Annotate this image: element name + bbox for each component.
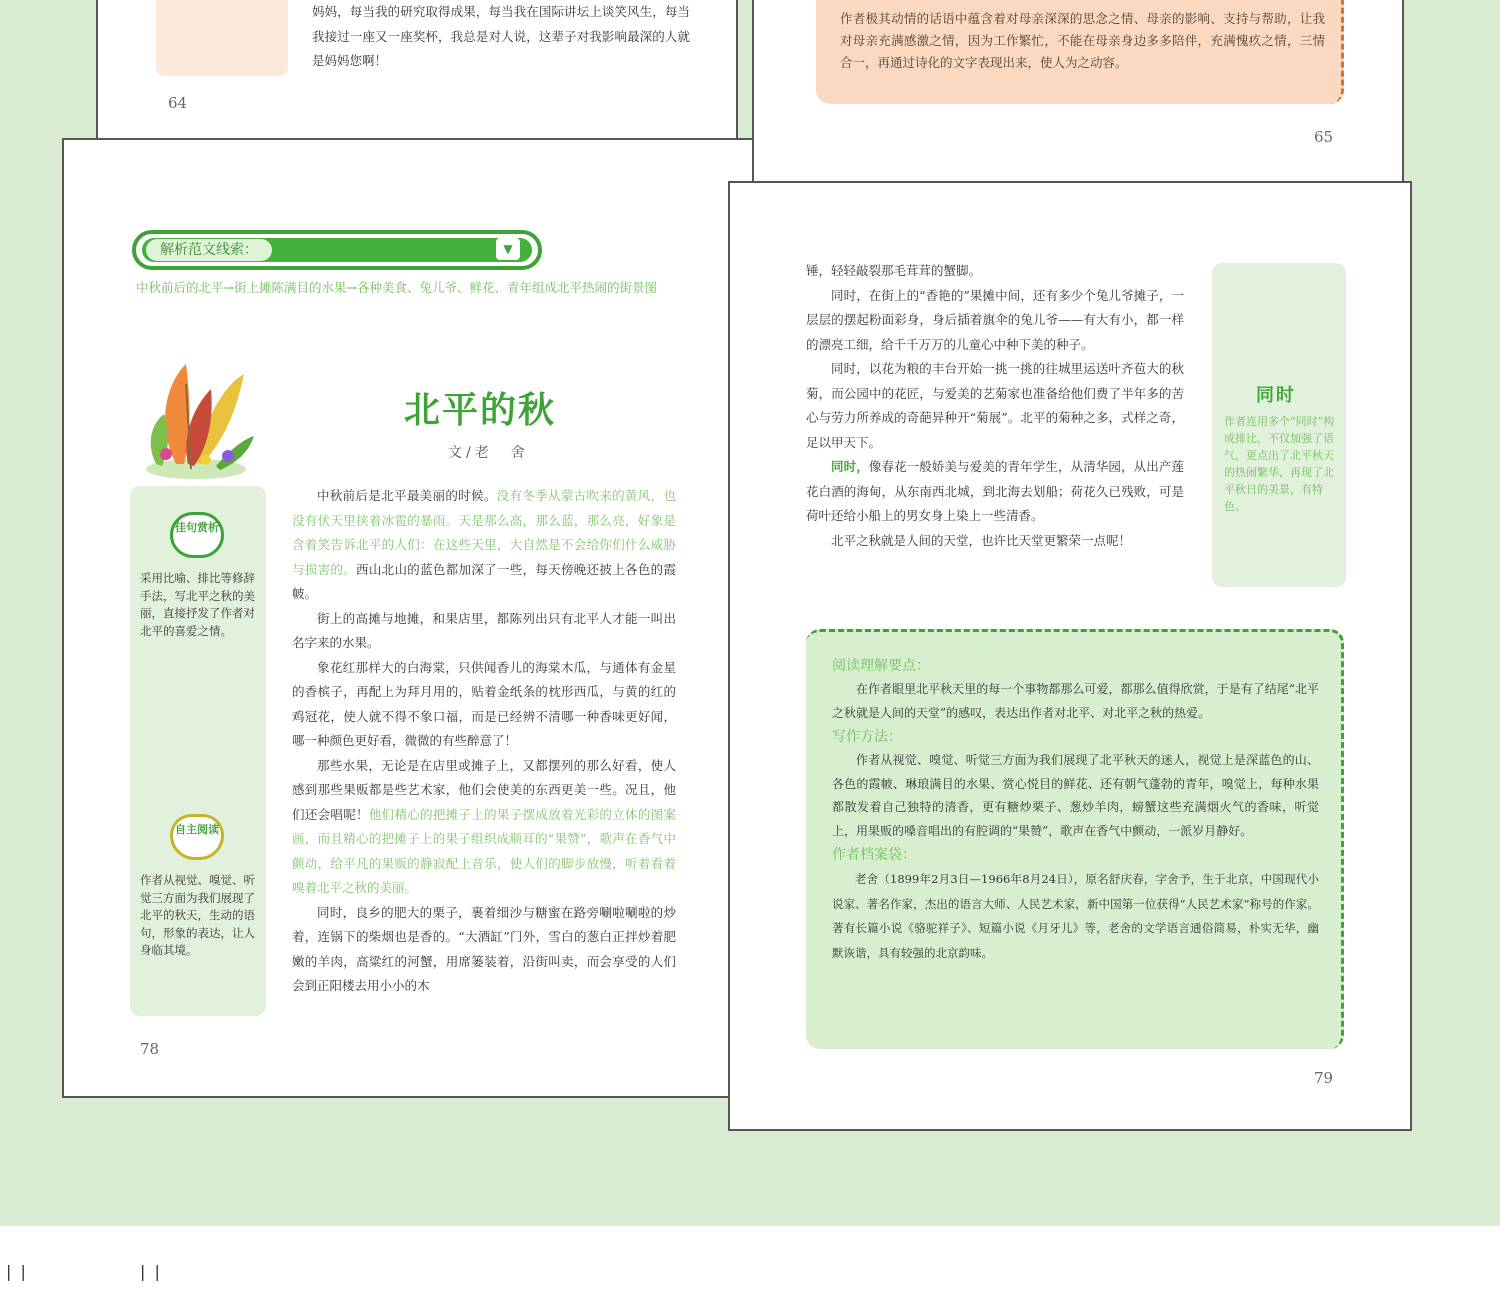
page-number-79: 79 xyxy=(1314,1069,1334,1087)
footer-mark: | | xyxy=(6,1262,28,1281)
page-64 xyxy=(96,0,738,154)
page-64-text: 妈妈，每当我的研究取得成果，每当我在国际讲坛上谈笑风生，每当我接过一座又一座奖杯，我总是对人说，这辈子对我影响最深的人就是妈妈您啊！ xyxy=(312,4,690,68)
writing-text: 作者从视觉、嗅觉、听觉三方面为我们展现了北平秋天的迷人，视觉上是深蓝色的山、各色的霞帔、琳琅满目的水果、赏心悦目的鲜花、还有朝气蓬勃的青年，嗅觉上，每种水果都散发着自己独特的清香，更有糖炒栗子、葱炒羊肉，螃蟹这些充满烟火气的香味，听觉上，用果贩的嗓音唱出的有腔调的“果赞”，歌声在香气中颤动，一派岁月静好。 xyxy=(832,753,1319,838)
page-number-65: 65 xyxy=(1314,128,1334,146)
paragraph xyxy=(292,754,676,901)
annotation-heading: 同时 xyxy=(1256,385,1296,406)
commentary-text: 作者极其动情的话语中蕴含着对母亲深深的思念之情、母亲的影响、支持与帮助，让我对母亲充满感激之情，因为工作繁忙，不能在母亲身边多多陪伴，充满愧疚之情，三情合一，再通过诗化的文字表现出来，使人为之动容。 xyxy=(840,11,1325,70)
banner-label: 解析范文线索： xyxy=(146,239,272,261)
side-note-1: 采用比喻、排比等修辞手法，写北平之秋的美丽，直接抒发了作者对北平的喜爱之情。 xyxy=(140,571,255,638)
paragraph-text: 西山北山的蓝色都加深了一些，每天傍晚还披上各色的霞帔。 xyxy=(292,561,676,601)
paragraph-text: 锤，轻轻敲裂那毛茸茸的蟹脚。 xyxy=(806,263,982,278)
side-notes-panel xyxy=(130,486,266,1016)
annotation-panel xyxy=(1212,263,1346,587)
pink-sidebar-box xyxy=(156,0,288,76)
paragraph xyxy=(292,656,676,754)
autumn-leaves-illustration xyxy=(136,344,256,484)
author-profile-text: 老舍（1899年2月3日—1966年8月24日），原名舒庆春，字舍予，生于北京，中国现代小说家、著名作家，杰出的语言大师、人民艺术家，新中国第一位获得“人民艺术家”称号的作家。著有长篇小说《骆驼祥子》、短篇小说《月牙儿》等，老舍的文学语言通俗简易，朴实无华，幽默诙谐，具有较强的北京韵味。 xyxy=(832,872,1319,960)
highlighted-text: 没有冬季从蒙古吹来的黄风，也没有伏天里挟着冰雹的暴雨。天是那么高，那么蓝，那么亮，好象是含着笑告诉北平的人们：在这些天里，大自然是不会给你们什么威胁与损害的。 xyxy=(292,488,676,577)
page-65 xyxy=(752,0,1404,190)
page-79 xyxy=(728,181,1412,1131)
annotation-text: 作者连用多个“同时”构成排比，不仅加强了语气，更点出了北平秋天的热闹繁华，再现了北平秋日的美景，有特色。 xyxy=(1224,415,1335,513)
paragraph xyxy=(806,259,1184,284)
dropdown-icon[interactable]: ▼ xyxy=(496,238,520,260)
paragraph xyxy=(806,455,1184,529)
paragraph-text: 像春花一般娇美与爱美的青年学生，从清华园，从出产莲花白酒的海甸，从东南西北城，到北海去划船；荷花久已残败，可是荷叶还给小船上的男女身上染上一些清香。 xyxy=(806,459,1184,523)
keyword-highlight: 同时， xyxy=(831,459,869,474)
paragraph-text: 北平之秋就是人间的天堂，也许比天堂更繁荣一点呢！ xyxy=(831,532,1132,548)
footer-mark: | | xyxy=(140,1262,162,1281)
paragraph-text: 同时，良乡的肥大的栗子，裹着细沙与糖蜜在路旁唰啦唰啦的炒着，连锅下的柴烟也是香的。“大酒缸”门外，雪白的葱白正拌炒着肥嫩的羊肉，高粱红的河蟹，用席篓装着，沿街叫卖，而会享受的人们会到正阳楼去用小小的木 xyxy=(292,904,676,993)
paragraph-text: 中秋前后是北平最美丽的时候。 xyxy=(317,488,497,503)
article-title: 北平的秋 xyxy=(404,389,557,431)
paragraph-text: 同时，以花为粮的丰台开始一挑一挑的往城里运送叶齐苞大的秋菊，而公园中的花匠，与爱美的艺菊家也准备给他们费了半年多的苦心与劳力所养成的奇葩异种开“菊展”。北平的菊种之多，式样之奇，足以甲天下。 xyxy=(806,361,1184,450)
commentary-box xyxy=(816,0,1344,104)
reading-text: 在作者眼里北平秋天里的每一个事物都那么可爱，都那么值得欣赏，于是有了结尾“北平之秋就是人间的天堂”的感叹，表达出作者对北平、对北平之秋的热爱。 xyxy=(832,682,1319,720)
writing-heading: 写作方法： xyxy=(832,729,902,745)
paragraph-text: 象花红那样大的白海棠，只供闻香儿的海棠木瓜，与通体有金星的香槟子，再配上为拜月用的，贴着金纸条的枕形西瓜，与黄的红的鸡冠花，使人就不得不象口福，而是已经辨不清哪一种香味更好闻，哪一种颜色更好看，微微的有些醉意了！ xyxy=(292,659,676,748)
paragraph xyxy=(292,607,676,656)
article-body xyxy=(292,484,676,999)
page-number-64: 64 xyxy=(168,94,188,112)
badge-sentence-analysis: 佳句赏析 xyxy=(170,512,224,558)
clue-banner xyxy=(132,230,542,270)
reading-guide-box xyxy=(806,629,1344,1049)
paragraph xyxy=(806,284,1184,358)
article-body-continued xyxy=(806,259,1184,553)
paragraph-text: 同时，在街上的“香艳的”果摊中间，还有多少个兔儿爷摊子，一层层的摆起粉面彩身，身后插着旗伞的兔儿爷——有大有小，都一样的漂亮工细，给千千万万的儿童心中种下美的种子。 xyxy=(806,287,1184,352)
reading-heading: 阅读理解要点： xyxy=(832,658,930,674)
author-profile-heading: 作者档案袋： xyxy=(832,847,916,863)
paragraph xyxy=(292,901,676,999)
page-number-78: 78 xyxy=(140,1040,160,1058)
side-note-2: 作者从视觉、嗅觉、听觉三方面为我们展现了北平的秋天，生动的语句，形象的表达，让人身临其境。 xyxy=(140,873,255,957)
article-author: 文/老 舍 xyxy=(448,445,529,461)
paragraph xyxy=(292,484,676,607)
paragraph-text: 那些水果，无论是在店里或摊子上，又都摆列的那么好看，使人感到那些果贩都是些艺术家，他们会使美的东西更美一些。况且，他们还会唱呢！ xyxy=(292,757,676,822)
highlighted-text: 他们精心的把摊子上的果子摆成放着光彩的立体的图案画，而且精心的把摊子上的果子组织成顺耳的“果赞”，歌声在香气中颤动，给平凡的果贩的静寂配上音乐，使人们的脚步放慢，听着看着嗅着北平之秋的美丽。 xyxy=(292,806,676,895)
paragraph xyxy=(806,529,1184,554)
page-78 xyxy=(62,138,754,1098)
paragraph-text: 街上的高摊与地摊，和果店里，都陈列出只有北平人才能一叫出名字来的水果。 xyxy=(292,610,676,650)
paragraph xyxy=(806,357,1184,455)
clue-text: 中秋前后的北平→街上摊陈满目的水果→各种美食、兔儿爷、鲜花、青年组成北平热闹的街景图 xyxy=(136,280,657,295)
badge-self-reading: 自主阅读 xyxy=(170,814,224,860)
